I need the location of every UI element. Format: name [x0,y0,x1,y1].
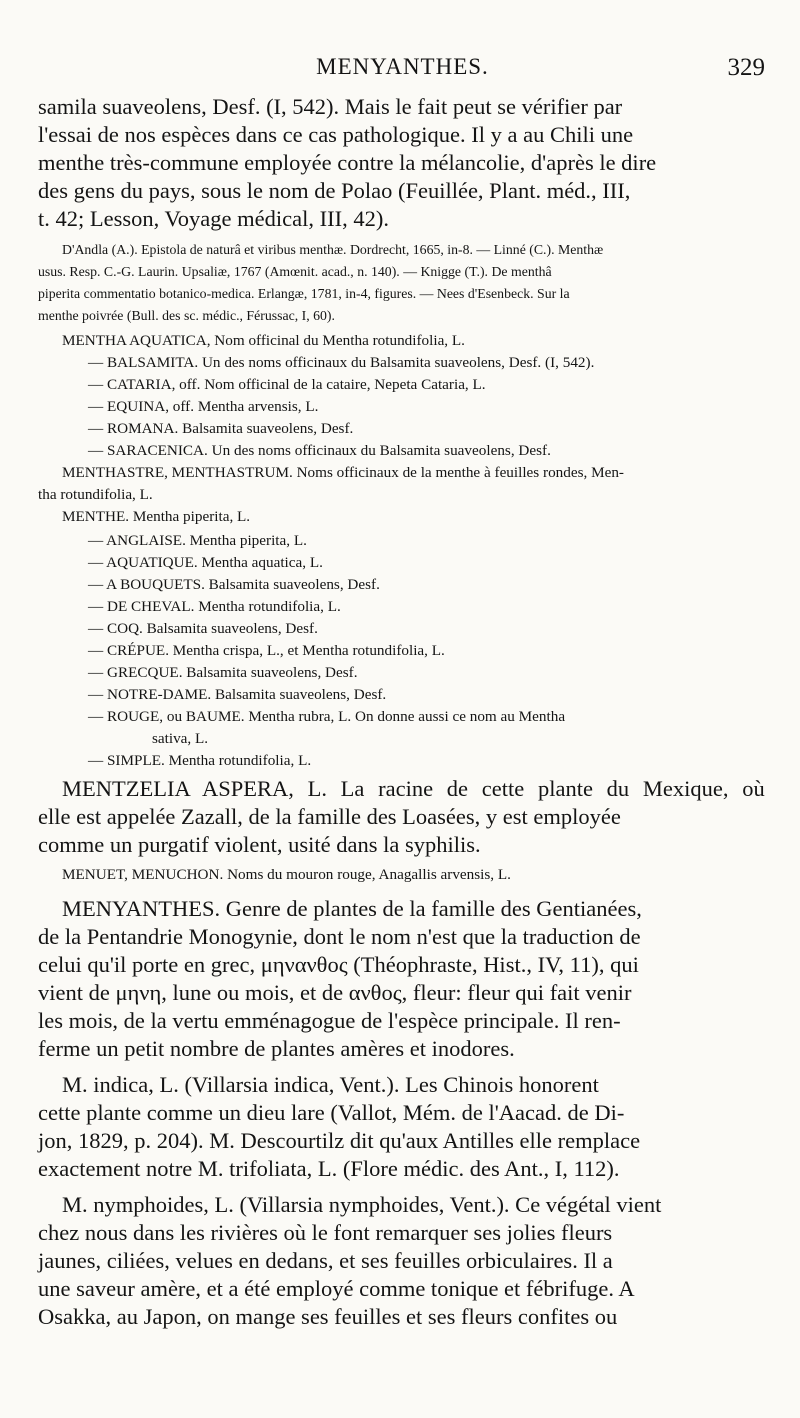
text-line: — GRECQUE. Balsamita suaveolens, Desf. [88,664,358,681]
page-number: 329 [727,54,765,81]
text-line: — ROMANA. Balsamita suaveolens, Desf. [88,420,354,437]
text-line: D'Andla (A.). Epistola de naturâ et viribus menthæ. Dordrecht, 1665, in-8. — Linné (C.). Menthæ [62,242,604,257]
text-line: — ANGLAISE. Mentha piperita, L. [88,532,307,549]
text-line: — AQUATIQUE. Mentha aquatica, L. [88,554,323,571]
text-line: piperita commentatio botanico-medica. Erlangæ, 1781, in-4, figures. — Nees d'Esenbeck. Sur la [38,286,570,301]
text-line: chez nous dans les rivières où le font remarquer ses jolies fleurs [38,1220,613,1245]
text-line: — EQUINA, off. Mentha arvensis, L. [88,398,319,415]
text-line: cette plante comme un dieu lare (Vallot, Mém. de l'Aacad. de Di- [38,1100,625,1125]
text-line: ferme un petit nombre de plantes amères et inodores. [38,1036,515,1061]
text-line: M. nymphoides, L. (Villarsia nymphoides, Vent.). Ce végétal vient [62,1192,662,1217]
text-line: MENTHASTRE, MENTHASTRUM. Noms officinaux de la menthe à feuilles rondes, Men- [62,464,624,481]
text-line: MENUET, MENUCHON. Noms du mouron rouge, Anagallis arvensis, L. [62,866,511,883]
text-line: l'essai de nos espèces dans ce cas pathologique. Il y a au Chili une [38,122,634,147]
text-line: Osakka, au Japon, on mange ses feuilles et ses fleurs confites ou [38,1304,618,1329]
text-line: M. indica, L. (Villarsia indica, Vent.). Les Chinois honorent [62,1072,599,1097]
text-line: menthe poivrée (Bull. des sc. médic., Férussac, I, 60). [38,308,335,323]
text-line: t. 42; Lesson, Voyage médical, III, 42). [38,206,389,231]
text-line: vient de μηνη, lune ou mois, et de ανθος, fleur: fleur qui fait venir [38,980,632,1005]
text-line: MENTZELIA ASPERA, L. La racine de cette plante du Mexique, où [62,776,765,801]
page-header [40,54,765,90]
text-line: usus. Resp. C.-G. Laurin. Upsaliæ, 1767 (Amœnit. acad., n. 140). — Knigge (T.). De menthâ [38,264,552,279]
text-line: — DE CHEVAL. Mentha rotundifolia, L. [88,598,341,615]
text-line: — BALSAMITA. Un des noms officinaux du Balsamita suaveolens, Desf. (I, 542). [88,354,595,371]
text-line: — SARACENICA. Un des noms officinaux du Balsamita suaveolens, Desf. [88,442,551,459]
text-line: des gens du pays, sous le nom de Polao (Feuillée, Plant. méd., III, [38,178,631,203]
text-line: — A BOUQUETS. Balsamita suaveolens, Desf. [88,576,380,593]
text-line: tha rotundifolia, L. [38,486,153,503]
text-line: — CATARIA, off. Nom officinal de la cataire, Nepeta Cataria, L. [88,376,486,393]
text-line: une saveur amère, et a été employé comme tonique et fébrifuge. A [38,1276,635,1301]
text-line: — CRÉPUE. Mentha crispa, L., et Mentha rotundifolia, L. [88,642,445,659]
text-line: — ROUGE, ou BAUME. Mentha rubra, L. On donne aussi ce nom au Mentha [88,708,566,725]
running-title: MENYANTHES. [316,54,489,79]
text-line: — NOTRE-DAME. Balsamita suaveolens, Desf. [88,686,387,703]
text-line: menthe très-commune employée contre la mélancolie, d'après le dire [38,150,657,175]
text-line: jon, 1829, p. 204). M. Descourtilz dit qu'aux Antilles elle remplace [38,1128,641,1153]
text-line: samila suaveolens, Desf. (I, 542). Mais le fait peut se vérifier par [38,94,623,119]
text-line: MENYANTHES. Genre de plantes de la famille des Gentianées, [62,896,642,921]
text-line: MENTHE. Mentha piperita, L. [62,508,251,525]
text-line: elle est appelée Zazall, de la famille des Loasées, y est employée [38,804,621,829]
text-line: de la Pentandrie Monogynie, dont le nom n'est que la traduction de [38,924,641,949]
text-line: comme un purgatif violent, usité dans la syphilis. [38,832,481,857]
text-line: jaunes, ciliées, velues en dedans, et ses feuilles orbiculaires. Il a [38,1248,613,1273]
text-line: celui qu'il porte en grec, μηνανθος (Théophraste, Hist., IV, 11), qui [38,952,639,977]
text-line: — SIMPLE. Mentha rotundifolia, L. [88,752,312,769]
text-line: exactement notre M. trifoliata, L. (Flore médic. des Ant., I, 112). [38,1156,620,1181]
text-line: MENTHA AQUATICA, Nom officinal du Mentha rotundifolia, L. [62,332,465,349]
text-line: les mois, de la vertu emménagogue de l'espèce principale. Il ren- [38,1008,621,1033]
text-line: sativa, L. [152,730,209,747]
text-line: — COQ. Balsamita suaveolens, Desf. [88,620,318,637]
